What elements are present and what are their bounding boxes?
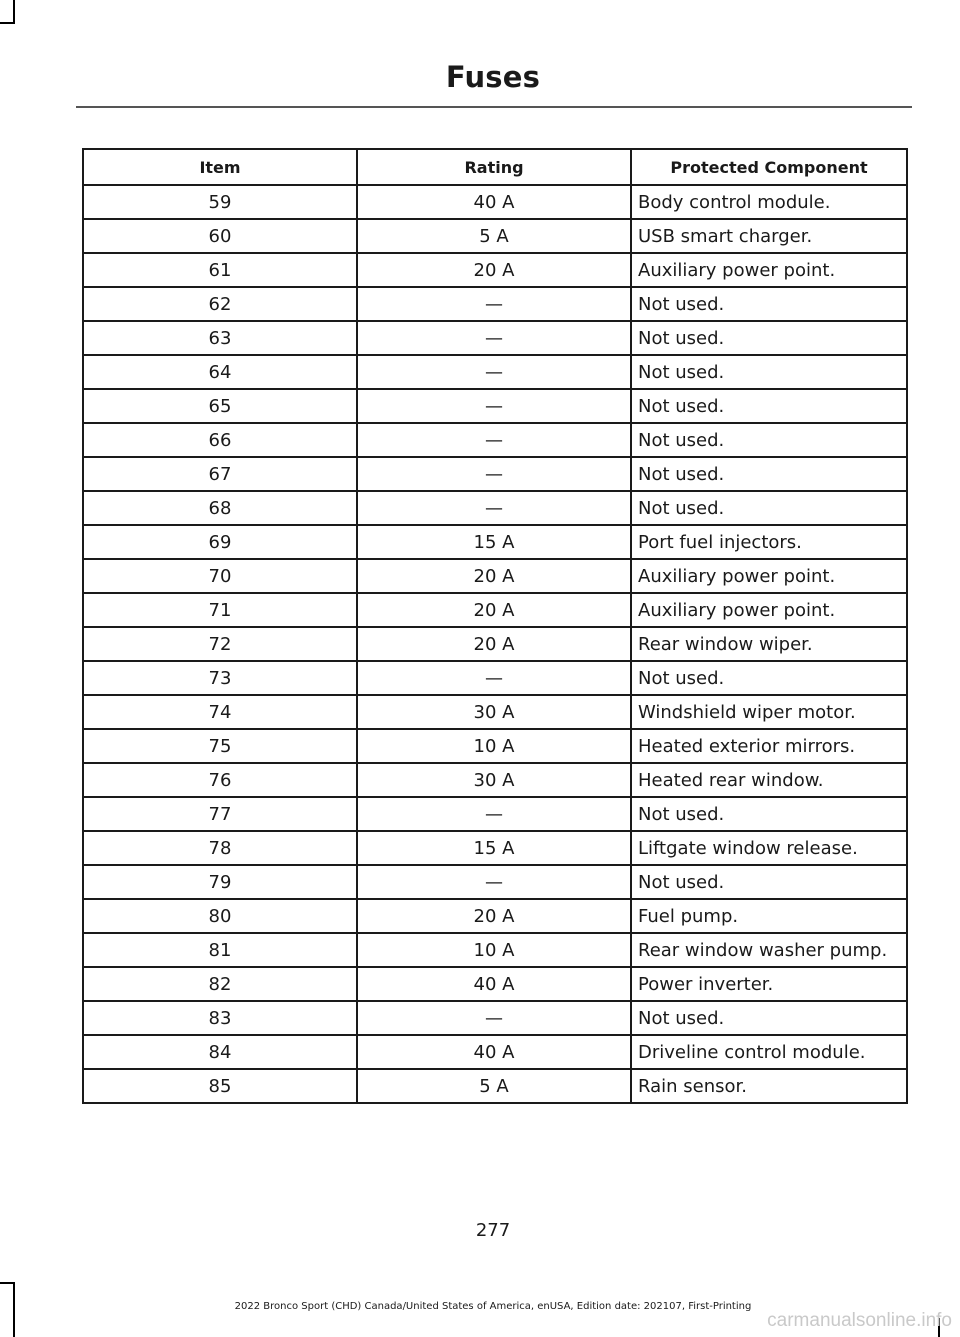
cell-protected-component: Not used. — [631, 797, 907, 831]
table-header-row — [83, 149, 907, 185]
cell-rating: 10 A — [357, 729, 631, 763]
table-row — [83, 525, 907, 559]
cell-item: 72 — [83, 627, 357, 661]
cell-protected-component: Driveline control module. — [631, 1035, 907, 1069]
table-row — [83, 423, 907, 457]
cell-item: 77 — [83, 797, 357, 831]
table-row — [83, 559, 907, 593]
cell-protected-component: Not used. — [631, 287, 907, 321]
cell-protected-component: Auxiliary power point. — [631, 559, 907, 593]
cell-item: 84 — [83, 1035, 357, 1069]
crop-mark-top-left-horizontal — [0, 22, 15, 24]
cell-rating: 40 A — [357, 185, 631, 219]
cell-item: 74 — [83, 695, 357, 729]
cell-item: 78 — [83, 831, 357, 865]
table-row — [83, 933, 907, 967]
cell-item: 83 — [83, 1001, 357, 1035]
cell-protected-component: Not used. — [631, 457, 907, 491]
cell-rating: 20 A — [357, 593, 631, 627]
cell-protected-component: Not used. — [631, 355, 907, 389]
table-row — [83, 355, 907, 389]
cell-rating: — — [357, 491, 631, 525]
cell-rating: 20 A — [357, 253, 631, 287]
cell-rating: — — [357, 457, 631, 491]
title-divider — [76, 106, 912, 108]
cell-rating: 15 A — [357, 831, 631, 865]
crop-mark-top-left-vertical — [13, 0, 15, 24]
cell-protected-component: Windshield wiper motor. — [631, 695, 907, 729]
cell-item: 69 — [83, 525, 357, 559]
cell-rating: 5 A — [357, 219, 631, 253]
cell-rating: — — [357, 321, 631, 355]
cell-protected-component: Rain sensor. — [631, 1069, 907, 1103]
header-protected-component: Protected Component — [631, 149, 907, 185]
cell-item: 60 — [83, 219, 357, 253]
cell-protected-component: Not used. — [631, 491, 907, 525]
cell-item: 81 — [83, 933, 357, 967]
table-row — [83, 831, 907, 865]
table-row — [83, 321, 907, 355]
cell-item: 62 — [83, 287, 357, 321]
table-row — [83, 797, 907, 831]
table-row — [83, 865, 907, 899]
header-rating: Rating — [357, 149, 631, 185]
cell-item: 79 — [83, 865, 357, 899]
page-number: 277 — [475, 1220, 511, 1241]
cell-rating: — — [357, 389, 631, 423]
cell-rating: 40 A — [357, 1035, 631, 1069]
fuse-table — [82, 148, 908, 1104]
cell-protected-component: Liftgate window release. — [631, 831, 907, 865]
cell-protected-component: Not used. — [631, 661, 907, 695]
cell-rating: 20 A — [357, 559, 631, 593]
cell-protected-component: Not used. — [631, 423, 907, 457]
cell-item: 67 — [83, 457, 357, 491]
cell-rating: 5 A — [357, 1069, 631, 1103]
cell-rating: 10 A — [357, 933, 631, 967]
table-row — [83, 1069, 907, 1103]
cell-protected-component: Not used. — [631, 1001, 907, 1035]
cell-rating: 30 A — [357, 763, 631, 797]
table-row — [83, 1001, 907, 1035]
cell-protected-component: Heated rear window. — [631, 763, 907, 797]
table-row — [83, 763, 907, 797]
cell-protected-component: Power inverter. — [631, 967, 907, 1001]
cell-item: 63 — [83, 321, 357, 355]
cell-protected-component: Auxiliary power point. — [631, 593, 907, 627]
cell-rating: — — [357, 797, 631, 831]
table-row — [83, 491, 907, 525]
cell-item: 68 — [83, 491, 357, 525]
cell-rating: — — [357, 661, 631, 695]
cell-rating: — — [357, 423, 631, 457]
table-row — [83, 967, 907, 1001]
cell-protected-component: Rear window washer pump. — [631, 933, 907, 967]
table-row — [83, 287, 907, 321]
cell-rating: 20 A — [357, 899, 631, 933]
cell-rating: — — [357, 355, 631, 389]
cell-rating: — — [357, 1001, 631, 1035]
cell-protected-component: Not used. — [631, 321, 907, 355]
cell-protected-component: Fuel pump. — [631, 899, 907, 933]
page-title: Fuses — [445, 60, 541, 94]
table-row — [83, 593, 907, 627]
table-row — [83, 661, 907, 695]
header-item: Item — [83, 149, 357, 185]
table-row — [83, 729, 907, 763]
table-row — [83, 185, 907, 219]
cell-item: 59 — [83, 185, 357, 219]
cell-protected-component: Auxiliary power point. — [631, 253, 907, 287]
cell-item: 66 — [83, 423, 357, 457]
cell-protected-component: Not used. — [631, 389, 907, 423]
crop-mark-bottom-left-horizontal — [0, 1282, 15, 1284]
fuse-table-body — [83, 185, 907, 1103]
cell-protected-component: Rear window wiper. — [631, 627, 907, 661]
cell-item: 82 — [83, 967, 357, 1001]
cell-protected-component: Not used. — [631, 865, 907, 899]
cell-rating: 15 A — [357, 525, 631, 559]
cell-item: 75 — [83, 729, 357, 763]
cell-item: 73 — [83, 661, 357, 695]
table-row — [83, 627, 907, 661]
cell-item: 61 — [83, 253, 357, 287]
cell-rating: 40 A — [357, 967, 631, 1001]
cell-protected-component: Body control module. — [631, 185, 907, 219]
cell-rating: 30 A — [357, 695, 631, 729]
table-row — [83, 1035, 907, 1069]
table-row — [83, 457, 907, 491]
cell-item: 85 — [83, 1069, 357, 1103]
table-row — [83, 219, 907, 253]
cell-rating: — — [357, 865, 631, 899]
cell-item: 65 — [83, 389, 357, 423]
edition-footer: 2022 Bronco Sport (CHD) Canada/United States of America, enUSA, Edition date: 202107, First-Printing — [234, 1301, 752, 1312]
cell-rating: 20 A — [357, 627, 631, 661]
table-row — [83, 389, 907, 423]
cell-protected-component: Heated exterior mirrors. — [631, 729, 907, 763]
cell-item: 71 — [83, 593, 357, 627]
table-row — [83, 253, 907, 287]
cell-protected-component: Port fuel injectors. — [631, 525, 907, 559]
table-row — [83, 695, 907, 729]
cell-item: 64 — [83, 355, 357, 389]
cell-protected-component: USB smart charger. — [631, 219, 907, 253]
cell-rating: — — [357, 287, 631, 321]
cell-item: 70 — [83, 559, 357, 593]
table-row — [83, 899, 907, 933]
cell-item: 76 — [83, 763, 357, 797]
watermark: carmanualsonline.info — [767, 1310, 952, 1331]
cell-item: 80 — [83, 899, 357, 933]
